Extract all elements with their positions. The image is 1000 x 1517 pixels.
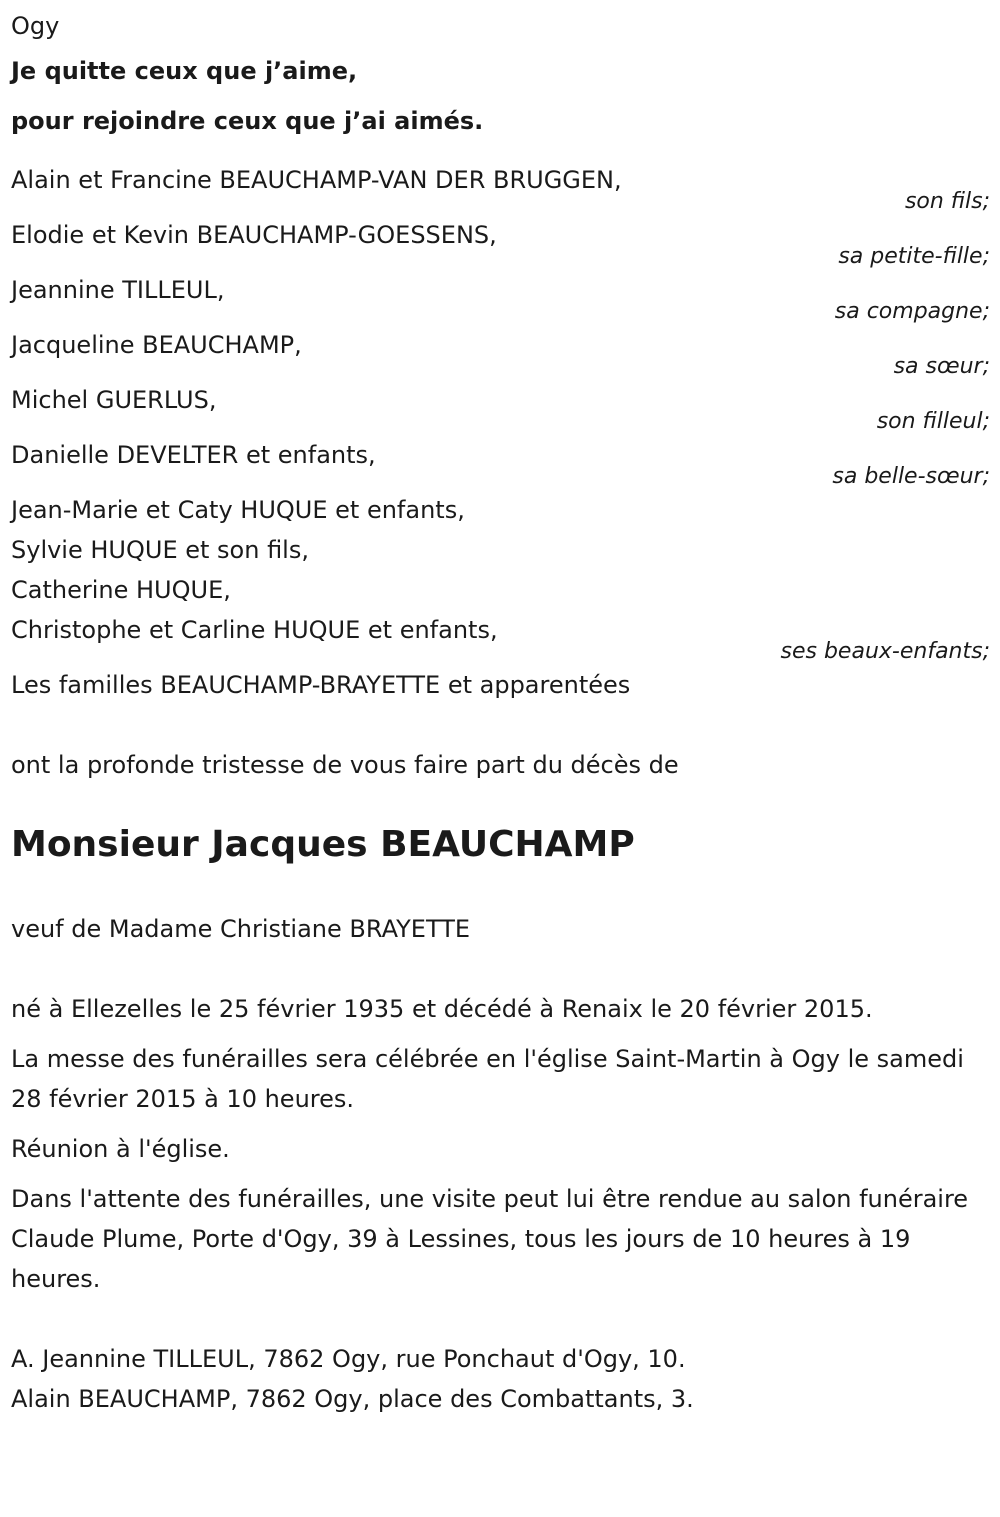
obituary-notice xyxy=(11,0,990,1419)
mourner-relation: sa sœur; xyxy=(893,354,990,379)
place-name: Ogy xyxy=(11,12,60,40)
birth-death-text: né à Ellezelles le 25 février 1935 et décédé à Renaix le 20 février 2015. xyxy=(11,995,873,1023)
mourner-names: Elodie et Kevin BEAUCHAMP-GOESSENS, xyxy=(11,221,497,249)
mourner-names: Sylvie HUQUE et son fils, xyxy=(11,536,309,564)
mourner-entry-group xyxy=(11,490,990,662)
mourner-entry xyxy=(11,270,990,322)
mourner-names: Jeannine TILLEUL, xyxy=(11,276,225,304)
mourner-names: Jean-Marie et Caty HUQUE et enfants, xyxy=(11,496,465,524)
mourner-relation: son filleul; xyxy=(876,409,990,434)
mourner-relation: son fils; xyxy=(904,189,990,214)
mourner-names: Alain et Francine BEAUCHAMP-VAN DER BRUGGEN, xyxy=(11,166,622,194)
mourner-relation: sa petite-fille; xyxy=(838,244,990,269)
address-line-1: A. Jeannine TILLEUL, 7862 Ogy, rue Ponchaut d'Ogy, 10. xyxy=(11,1345,686,1373)
deceased-name: Monsieur Jacques BEAUCHAMP xyxy=(11,824,635,865)
mourner-entry xyxy=(11,435,990,487)
mourners-list xyxy=(11,160,990,705)
meeting-text: Réunion à l'église. xyxy=(11,1135,230,1163)
announcement-text: ont la profonde tristesse de vous faire part du décès de xyxy=(11,751,679,779)
contact-addresses xyxy=(11,1339,990,1419)
mourner-names: Jacqueline BEAUCHAMP, xyxy=(11,331,302,359)
funeral-mass-text: La messe des funérailles sera célébrée en l'église Saint-Martin à Ogy le samedi 28 février 2015 à 10 heures. xyxy=(11,1045,964,1113)
widow-of-line: veuf de Madame Christiane BRAYETTE xyxy=(11,915,471,943)
mourner-relation: sa compagne; xyxy=(834,299,990,324)
mourner-names: Danielle DEVELTER et enfants, xyxy=(11,441,376,469)
quote-line-2: pour rejoindre ceux que j’ai aimés. xyxy=(11,107,484,135)
address-line-2: Alain BEAUCHAMP, 7862 Ogy, place des Combattants, 3. xyxy=(11,1385,694,1413)
mourner-entry xyxy=(11,380,990,432)
mourner-entry xyxy=(11,325,990,377)
visit-text: Dans l'attente des funérailles, une visite peut lui être rendue au salon funéraire Claude Plume, Porte d'Ogy, 39 à Lessines, tous les jours de 10 heures à 19 heures. xyxy=(11,1185,969,1293)
mourner-entry xyxy=(11,215,990,267)
mourner-relation: sa belle-sœur; xyxy=(832,464,990,489)
mourner-relation: ses beaux-enfants; xyxy=(780,639,990,664)
mourner-names: Christophe et Carline HUQUE et enfants, xyxy=(11,616,498,644)
families-line: Les familles BEAUCHAMP-BRAYETTE et apparentées xyxy=(11,671,631,699)
mourner-entry xyxy=(11,160,990,212)
quote-line-1: Je quitte ceux que j’aime, xyxy=(11,57,358,85)
mourner-names: Catherine HUQUE, xyxy=(11,576,231,604)
mourner-names: Michel GUERLUS, xyxy=(11,386,217,414)
